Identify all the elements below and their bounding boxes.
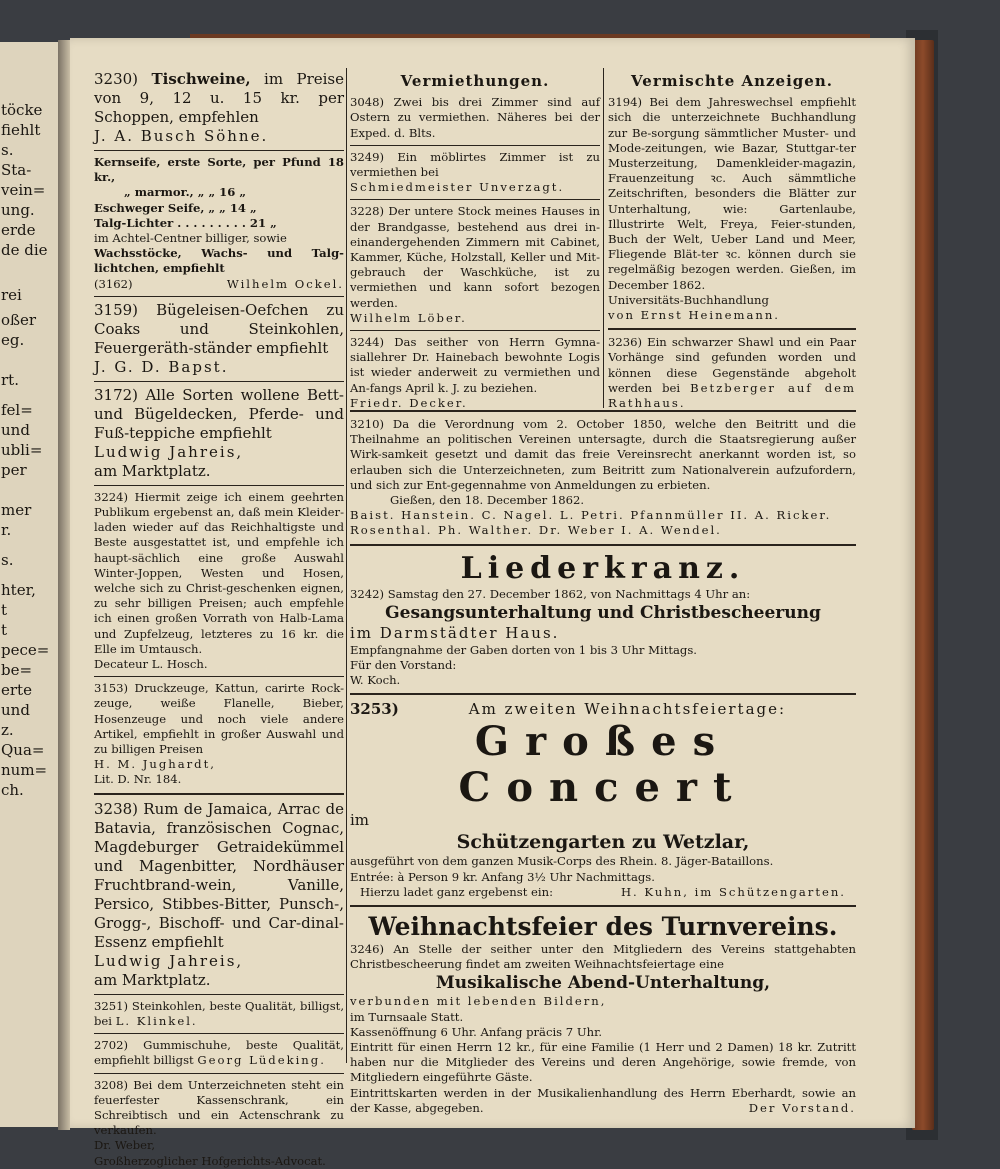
ad-3242: Liederkranz. 3242) Samstag den 27. December 1862, von Nachmittags 4 Uhr an: Gesangsunterhaltung und Christbescheerung im Darmstädter Haus. Empfangnahme der Gaben dorten von 1 bis 3 Uhr Mittags. Für den Vorstand: W. Koch. xyxy=(350,551,856,689)
book-spine-edge xyxy=(912,40,934,1130)
ad-3244: 3244) Das seither von Herrn Gymna-siallehrer Dr. Hainebach bewohnte Logis ist wieder anderweit zu vermiethen und An-fangs April k. J. zu beziehen. Friedr. Decker. xyxy=(350,335,600,410)
turnverein-heading: Weihnachtsfeier des Turnvereins. xyxy=(368,912,838,942)
facing-page-text: num= xyxy=(1,761,48,779)
column-rule xyxy=(346,68,347,1063)
facing-page-text: erte xyxy=(1,681,32,699)
column-3 xyxy=(608,70,856,411)
ad-3224: 3224) Hiermit zeige ich einem geehrten Publikum ergebenst an, daß mein Kleider-laden wieder auf das Reichhaltigste und Beste ausgestattet ist, und empfehle ich haupt-sächlich eine große Auswahl Winter-Joppen, Westen und Hosen, welche sich zu Christ-geschenken eignen, zu sehr billigen Preisen; auch empfehle ich einen großen Vorrath von Halb-Lama und Zupfelzeug, letzteres zu 16 kr. die Elle im Umtausch. Decateur L. Hosch. xyxy=(94,489,344,672)
ad-3230: 3230) Tischweine, im Preise von 9, 12 u. 15 kr. per Schoppen, empfehlen J. A. Busch Söhne. xyxy=(94,70,344,145)
ad-3249: 3249) Ein möblirtes Zimmer ist zu vermiethen bei Schmiedmeister Unverzagt. xyxy=(350,149,601,195)
facing-page-text: de die xyxy=(1,241,48,259)
facing-page-text: Qua= xyxy=(1,741,45,759)
concert-heading: Großes Concert xyxy=(458,718,748,812)
ad-3172: 3172) Alle Sorten wollene Bett- und Bügeldecken, Pferde- und Fuß-teppiche empfiehlt Ludwig Jahreis, am Marktplatz. xyxy=(94,385,344,480)
facing-page-text: z. xyxy=(1,721,14,739)
ad-3251: 3251) Steinkohlen, beste Qualität, billigst, bei L. Klinkel. xyxy=(94,998,345,1028)
section-heading-rentals: Vermiethungen. xyxy=(400,72,550,90)
facing-page-text: per xyxy=(1,461,27,479)
ad-3048: 3048) Zwei bis drei Zimmer sind auf Ostern zu vermiethen. Näheres bei der Exped. d. Blts. xyxy=(350,95,600,140)
facing-page-text: vein= xyxy=(1,181,46,199)
facing-page-text: be= xyxy=(1,661,33,679)
ad-3236: 3236) Ein schwarzer Shawl und ein Paar Vorhänge sind gefunden worden und können diese Gegenstände abgeholt werden bei Betzberger auf dem Rathhaus. xyxy=(608,335,856,411)
facing-page-text: fiehlt xyxy=(1,121,41,139)
facing-page-text: ung. xyxy=(1,201,35,219)
liederkranz-heading: Liederkranz. xyxy=(460,550,746,586)
facing-page-text: oßer xyxy=(1,311,37,329)
facing-page-text: fel= xyxy=(1,401,33,419)
ad-3228: 3228) Der untere Stock meines Hauses in der Brandgasse, bestehend aus drei in-einandergehenden Zimmern mit Cabinet, Kammer, Küche, Holzstall, Keller und Mit-gebrauch der Waschküche, ist zu vermiethen und kann sofort bezogen werden. Wilhelm Löber. xyxy=(350,204,600,325)
facing-page-text: töcke xyxy=(1,101,43,119)
ad-3210: 3210) Da die Verordnung vom 2. October 1850, welche den Beitritt und die Theilnahme an politischen Vereinen untersagte, durch die Staatsregierung außer Wirk-samkeit gesetzt und damit das freie Vereinsrecht anerkannt worden ist, so erlauben sich die Unterzeichneten, zum Beitritt zum Nationalverein aufzufordern, und sich zur Ent-gegennahme von Anmeldungen zu erbieten. Gießen, den 18. December 1862. Baist. Hanstein. C. Nagel. L. Petri. Pfannmüller II. A. Ricker. Rosenthal. Ph. Walther. Dr. Weber I. A. Wendel. xyxy=(350,417,857,538)
column-2 xyxy=(350,70,600,411)
facing-page-text: erde xyxy=(1,221,36,239)
facing-page-text: ubli= xyxy=(1,441,43,459)
ad-3238: 3238) Rum de Jamaica, Arrac de Batavia, französischen Cognac, Magdeburger Getraidekümmel und Magenbitter, Nordhäuser Fruchtbrand-wein, Vanille, Persico, Stibbes-Bitter, Punsch-, Grogg-, Bischoff- und Car-dinal-Essenz empfiehlt Ludwig Jahreis, am Marktplatz. xyxy=(94,799,344,989)
full-width-section xyxy=(350,405,856,1116)
ad-3153: 3153) Druckzeuge, Kattun, carirte Rock-zeuge, weiße Flanelle, Bieber, Hosenzeuge und noch viele andere Artikel, empfiehlt in großer Auswahl und zu billigen Preisen H. M. Jughardt, Lit. D. Nr. 184. xyxy=(94,681,345,787)
facing-page-text: s. xyxy=(1,551,14,569)
facing-page-text: ch. xyxy=(1,781,24,799)
facing-page-text: t xyxy=(1,601,8,619)
facing-page-text: und xyxy=(1,701,30,719)
facing-page-text: rt. xyxy=(1,371,19,389)
facing-page-text: Sta- xyxy=(1,161,32,179)
facing-page-text: eg. xyxy=(1,331,25,349)
facing-page-text: r. xyxy=(1,521,12,539)
ad-3208: 3208) Bei dem Unterzeichneten steht ein feuerfester Kassenschrank, ein Schreibtisch und ein Actenschrank zu verkaufen. Dr. Weber, Großherzoglicher Hofgerichts-Advocat. xyxy=(94,1077,345,1168)
ad-2702: 2702) Gummischuhe, beste Qualität, empfiehlt billigst Georg Lüdeking. xyxy=(94,1038,344,1068)
facing-page-text: pece= xyxy=(1,641,50,659)
ad-3253: 3253) Am zweiten Weihnachtsfeiertage: Großes Concert im Schützengarten zu Wetzlar, ausgeführt von dem ganzen Musik-Corps des Rhein. 8. Jäger-Bataillons. Entrée: à Person 9 kr. Anfang 3½ Uhr Nachmittags. Hierzu ladet ganz ergebenst ein: H. Kuhn, im Schützengarten. xyxy=(350,700,856,900)
ad-3162: Kernseife, erste Sorte, per Pfund 18 kr., „ marmor., „ „ 16 „ Eschweger Seife, „ „ 14 „ Talg-Lichter . . . . . . . . . 21 „ im Achtel-Centner billiger, sowie Wachsstöcke, Wachs- und Talg-lichtchen, empfiehlt (3162) Wilhelm Ockel. xyxy=(94,155,344,291)
facing-page-text: mer xyxy=(1,501,32,519)
column-1 xyxy=(94,70,344,1169)
ad-3194: 3194) Bei dem Jahreswechsel empfiehlt sich die unterzeichnete Buchhandlung zur Be-sorgung sämmtlicher Muster- und Mode-zeitungen, wie Bazar, Stuttgar-ter Musterzeitung, Damenkleider-magazin, Frauenzeitung ꝛc. Auch sämmtliche Zeitschriften, besonders die Blätter zur Unterhaltung, wie: Gartenlaube, Illustrirte Welt, Freya, Feier-stunden, Buch der Welt, Ueber Land und Meer, Fliegende Blät-ter ꝛc. können durch sie regelmäßig bezogen werden. Gießen, im December 1862. Universitäts-Buchhandlung von Ernst Heinemann. xyxy=(608,95,856,323)
ad-3159: 3159) Bügeleisen-Oefchen zu Coaks und Steinkohlen, Feuergeräth-ständer empfiehlt J. G. D. Bapst. xyxy=(94,300,344,376)
section-heading-misc: Vermischte Anzeigen. xyxy=(631,72,833,90)
facing-page-fragment xyxy=(0,42,60,1127)
page-gutter xyxy=(58,40,70,1130)
facing-page-text: s. xyxy=(1,141,14,159)
facing-page-text: hter, xyxy=(1,581,36,599)
facing-page-text: rei xyxy=(1,286,22,304)
facing-page-text: t xyxy=(1,621,8,639)
column-rule xyxy=(603,68,604,408)
ad-3246: Weihnachtsfeier des Turnvereins. 3246) An Stelle der seither unter den Mitgliedern des Vereins stattgehabten Christbescheerung findet am zweiten Weihnachtsfeiertage eine Musikalische Abend-Unterhaltung, verbunden mit lebenden Bildern, im Turnsaale Statt. Kassenöffnung 6 Uhr. Anfang präcis 7 Uhr. Eintritt für einen Herrn 12 kr., für eine Familie (1 Herr und 2 Damen) 18 kr. Zutritt haben nur die Mitglieder des Vereins und deren Angehörige, sowie fremde, von Mitgliedern eingeführte Gäste. Eintrittskarten werden in der Musikalienhandlung des Herrn Eberhardt, sowie an der Kasse, abgegeben. Der Vorstand. xyxy=(350,912,857,1115)
facing-page-text: und xyxy=(1,421,30,439)
